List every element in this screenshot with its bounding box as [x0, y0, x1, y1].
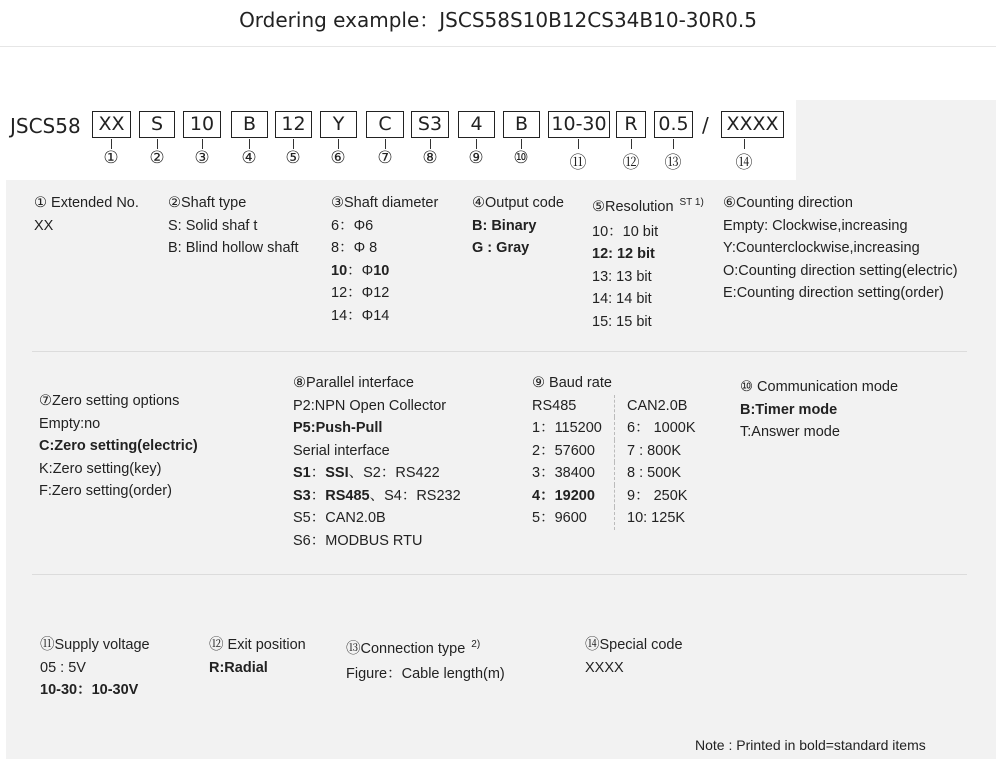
section-title: ④Output code	[472, 195, 564, 211]
table-cell: 5：9600	[532, 507, 615, 530]
option-line: 15: 15 bit	[592, 313, 652, 330]
table-cell: 6： 1000K	[627, 420, 696, 436]
section-title: ⑧Parallel interface	[293, 375, 414, 391]
table-cell: 3：38400	[532, 462, 615, 485]
option-line: 12：Φ12	[331, 285, 390, 301]
section-interface	[293, 372, 461, 552]
option-value: RS485	[325, 487, 370, 504]
option-line: XXXX	[585, 659, 624, 676]
section-title: ① Extended No.	[34, 195, 139, 211]
option-rest: 、S4：RS232	[369, 487, 461, 504]
position-number-8: ⑧	[422, 148, 438, 168]
section-title	[346, 638, 505, 663]
section-title: ⑨ Baud rate	[532, 375, 612, 391]
position-number-1: ①	[103, 148, 119, 168]
section-title: ⑪Supply voltage	[40, 637, 150, 653]
option-line: Empty: Clockwise,increasing	[723, 217, 908, 234]
code-box-9: 4	[458, 111, 495, 138]
table-cell-standard: 4：19200	[532, 485, 615, 508]
section-baud-rate	[532, 372, 696, 530]
code-box-12: R	[616, 111, 646, 138]
option-line: 8：Φ 8	[331, 240, 378, 256]
code-box-1: XX	[92, 111, 131, 138]
code-box-11: 10-30	[548, 111, 610, 138]
table-row	[532, 462, 696, 485]
section-resolution	[592, 196, 704, 333]
option-value: 10	[373, 262, 390, 279]
option-line: T:Answer mode	[740, 424, 840, 440]
option-line: S6：MODBUS RTU	[293, 532, 423, 549]
option-sep: ：	[310, 465, 326, 481]
option-line: 05 : 5V	[40, 659, 86, 676]
position-number-13: ⑬	[664, 153, 682, 173]
option-line-standard: B: Binary	[472, 217, 537, 234]
option-line: E:Counting direction setting(order)	[723, 285, 944, 301]
section-title: ⑭Special code	[585, 637, 683, 653]
table-cell: 7 : 800K	[627, 442, 682, 459]
option-sep: ：Φ	[347, 262, 374, 279]
table-cell: 2：57600	[532, 440, 615, 463]
code-box-7: C	[366, 111, 404, 138]
section-output-code	[472, 192, 564, 260]
option-line: O:Counting direction setting(electric)	[723, 262, 958, 279]
position-number-3: ③	[194, 148, 210, 168]
bold-standard-note: Note : Printed in bold=standard items	[695, 737, 926, 753]
section-title-text: ⑬Connection type	[346, 641, 466, 657]
option-sep: ：	[310, 487, 326, 504]
option-rest: 、S2：RS422	[348, 465, 440, 481]
option-line-standard: P5:Push-Pull	[293, 420, 383, 436]
section-counting-direction	[723, 192, 958, 305]
code-box-4: B	[231, 111, 268, 138]
option-line: Empty:no	[39, 415, 101, 432]
position-number-4: ④	[241, 148, 257, 168]
code-box-3: 10	[183, 111, 221, 138]
section-zero-setting	[39, 390, 198, 503]
section-title: ⑥Counting direction	[723, 195, 853, 211]
table-row	[532, 485, 696, 508]
option-line-standard: 12: 12 bit	[592, 246, 655, 262]
option-line: Y:Counterclockwise,increasing	[723, 240, 920, 256]
table-header-row	[532, 395, 696, 418]
code-box-6: Y	[320, 111, 357, 138]
table-cell: 8 : 500K	[627, 465, 682, 481]
subsection-title: Serial interface	[293, 442, 390, 459]
option-line-standard	[331, 260, 438, 283]
option-line: B: Blind hollow shaft	[168, 240, 299, 256]
option-line-standard: R:Radial	[209, 659, 268, 676]
section-title: ②Shaft type	[168, 195, 247, 211]
position-number-2: ②	[149, 148, 165, 168]
section-title-text: ⑤Resolution	[592, 199, 674, 215]
section-title: ⑩ Communication mode	[740, 379, 899, 395]
section-communication-mode	[740, 376, 898, 444]
table-row	[532, 507, 696, 530]
column-header: RS485	[532, 395, 615, 418]
option-line-standard: C:Zero setting(electric)	[39, 438, 198, 454]
footnote-marker: 2)	[471, 639, 481, 650]
option-line: S: Solid shaf t	[168, 217, 258, 234]
table-row	[532, 417, 696, 440]
table-row	[532, 440, 696, 463]
code-slash: /	[702, 113, 709, 137]
position-number-11: ⑪	[569, 153, 587, 173]
option-line-standard	[293, 485, 461, 508]
option-line: 6：Φ6	[331, 217, 374, 234]
code-box-13: 0.5	[654, 111, 693, 138]
section-supply-voltage	[40, 634, 150, 702]
option-line: Figure：Cable length(m)	[346, 665, 505, 682]
footnote-marker: ST 1)	[679, 197, 704, 208]
position-number-12: ⑫	[622, 153, 640, 173]
option-value: SSI	[325, 465, 349, 481]
divider	[32, 351, 967, 352]
table-cell: 10: 125K	[627, 510, 686, 526]
option-line: 14: 14 bit	[592, 291, 652, 307]
section-shaft-type	[168, 192, 299, 260]
option-line: 10：10 bit	[592, 223, 659, 240]
section-title	[592, 196, 704, 221]
section-exit-position	[209, 634, 306, 679]
option-line-standard: G : Gray	[472, 240, 530, 256]
option-line-standard: 10-30：10-30V	[40, 682, 139, 698]
option-code: 10	[331, 262, 348, 279]
position-number-7: ⑦	[377, 148, 393, 168]
option-line: F:Zero setting(order)	[39, 483, 172, 499]
option-line-standard: B:Timer mode	[740, 401, 838, 418]
table-cell: 9： 250K	[627, 487, 688, 504]
baud-table	[532, 395, 696, 530]
table-cell: 1：115200	[532, 417, 615, 440]
option-code: S1	[293, 465, 311, 481]
option-line-standard	[293, 462, 461, 485]
code-prefix: JSCS58	[10, 114, 81, 138]
section-title: ③Shaft diameter	[331, 195, 439, 211]
position-number-14: ⑭	[735, 153, 753, 173]
divider	[32, 574, 967, 575]
option-line: K:Zero setting(key)	[39, 460, 162, 477]
code-box-2: S	[139, 111, 175, 138]
section-connection-type	[346, 638, 505, 685]
section-title: ⑫ Exit position	[209, 637, 306, 653]
option-line: 14：Φ14	[331, 307, 390, 324]
code-box-5: 12	[275, 111, 312, 138]
section-special-code	[585, 634, 683, 679]
position-number-5: ⑤	[285, 148, 301, 168]
option-code: S3	[293, 487, 311, 504]
option-line: 13: 13 bit	[592, 268, 652, 285]
option-line: S5：CAN2.0B	[293, 510, 386, 526]
position-number-6: ⑥	[330, 148, 346, 168]
code-box-14: XXXX	[721, 111, 784, 138]
ordering-example-heading: Ordering example：JSCS58S10B12CS34B10-30R0.5	[0, 0, 996, 47]
code-box-8: S3	[411, 111, 449, 138]
position-number-9: ⑨	[468, 148, 484, 168]
column-header: CAN2.0B	[627, 397, 688, 414]
section-title: ⑦Zero setting options	[39, 393, 180, 409]
option-line: XX	[34, 217, 54, 234]
section-shaft-diameter	[331, 192, 438, 327]
option-line: P2:NPN Open Collector	[293, 397, 447, 414]
section-extended-no	[34, 192, 139, 237]
code-box-10: B	[503, 111, 540, 138]
position-number-10: ⑩	[513, 148, 529, 168]
